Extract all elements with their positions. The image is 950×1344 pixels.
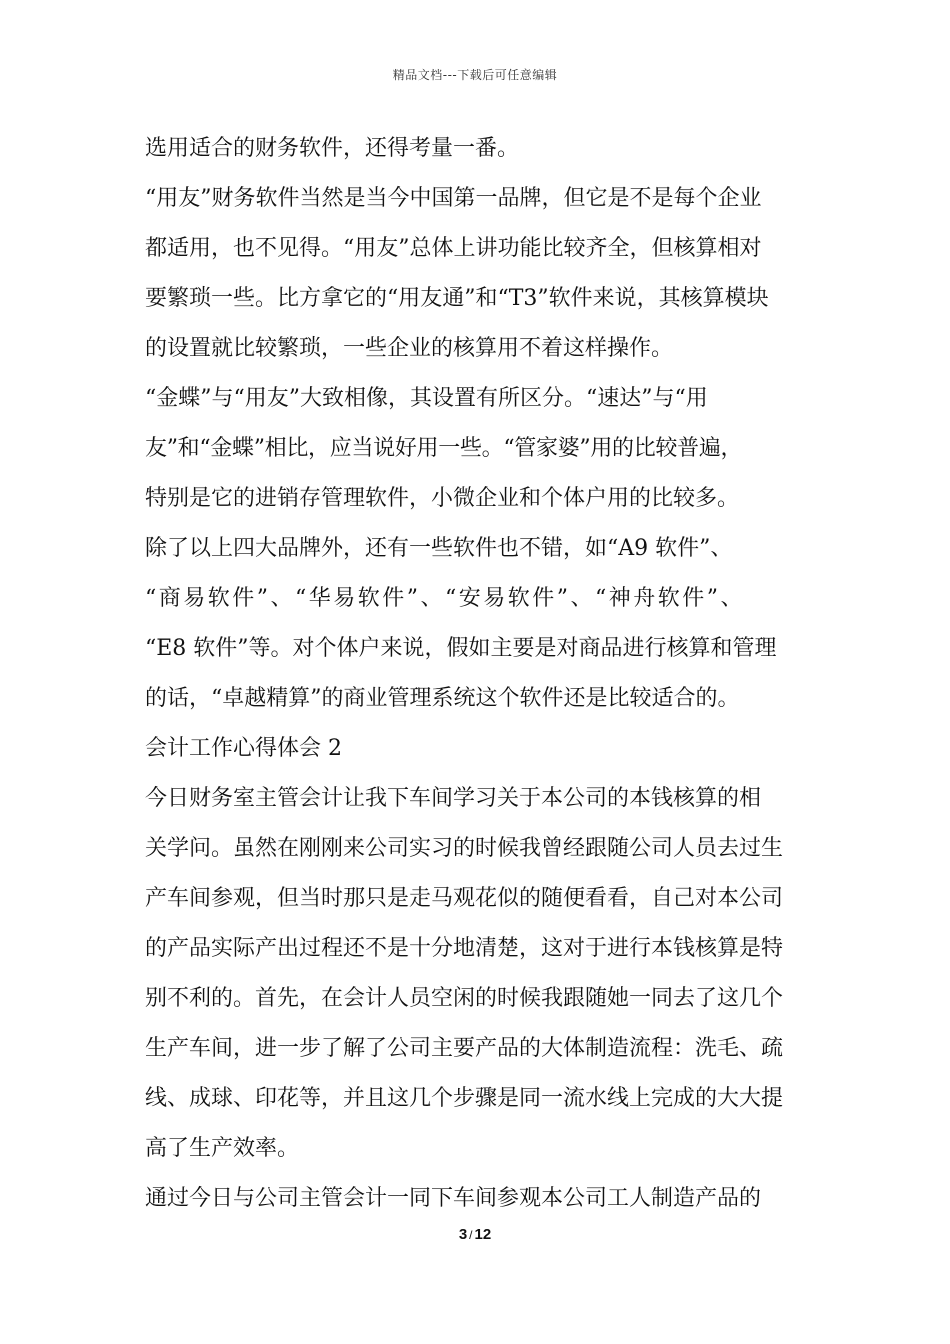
text-line: 别不利的。首先，在会计人员空闲的时候我跟随她一同去了这几个 bbox=[145, 986, 784, 1011]
page-number bbox=[0, 1226, 950, 1243]
text-line: 关学问。虽然在刚刚来公司实习的时候我曾经跟随公司人员去过生 bbox=[145, 836, 784, 861]
text-line: 都适用，也不见得。“用友”总体上讲功能比较齐全，但核算相对 bbox=[145, 236, 762, 261]
text-line: 要繁琐一些。比方拿它的“用友通”和“T3”软件来说，其核算模块 bbox=[145, 286, 769, 311]
text-line: “E8 软件”等。对个体户来说，假如主要是对商品进行核算和管理 bbox=[145, 636, 777, 661]
text-line: 选用适合的财务软件，还得考量一番。 bbox=[145, 136, 520, 161]
text-line: 的话，“卓越精算”的商业管理系统这个软件还是比较适合的。 bbox=[145, 686, 740, 711]
text-line: 的设置就比较繁琐，一些企业的核算用不着这样操作。 bbox=[145, 336, 674, 361]
text-line: 除了以上四大品牌外，还有一些软件也不错，如“A9 软件”、 bbox=[145, 536, 733, 561]
text-line: 通过今日与公司主管会计一同下车间参观本公司工人制造产品的 bbox=[145, 1186, 762, 1211]
text-line: 今日财务室主管会计让我下车间学习关于本公司的本钱核算的相 bbox=[145, 786, 762, 811]
text-line: 高了生产效率。 bbox=[145, 1136, 300, 1161]
text-line: 友”和“金蝶”相比，应当说好用一些。“管家婆”用的比较普遍， bbox=[145, 436, 743, 461]
page-separator: / bbox=[469, 1228, 473, 1242]
text-line: “商易软件”、“华易软件”、“安易软件”、“神舟软件”、 bbox=[145, 586, 745, 611]
current-page: 3 bbox=[458, 1226, 468, 1243]
document-body bbox=[145, 124, 815, 1224]
text-line: 特别是它的进销存管理软件，小微企业和个体户用的比较多。 bbox=[145, 486, 740, 511]
text-line: 线、成球、印花等，并且这几个步骤是同一流水线上完成的大大提 bbox=[145, 1086, 784, 1111]
total-pages: 12 bbox=[474, 1226, 492, 1243]
text-line: 生产车间，进一步了解了公司主要产品的大体制造流程：洗毛、疏 bbox=[145, 1036, 784, 1061]
page-header: 精品文档---下载后可任意编辑 bbox=[392, 68, 558, 82]
text-line: 产车间参观，但当时那只是走马观花似的随便看看，自己对本公司 bbox=[145, 886, 784, 911]
text-line: “用友”财务软件当然是当今中国第一品牌，但它是不是每个企业 bbox=[145, 186, 762, 211]
text-line: “金蝶”与“用友”大致相像，其设置有所区分。“速达”与“用 bbox=[145, 386, 708, 411]
text-line: 的产品实际产出过程还不是十分地清楚，这对于进行本钱核算是特 bbox=[145, 936, 784, 961]
section-heading: 会计工作心得体会 2 bbox=[145, 736, 342, 761]
